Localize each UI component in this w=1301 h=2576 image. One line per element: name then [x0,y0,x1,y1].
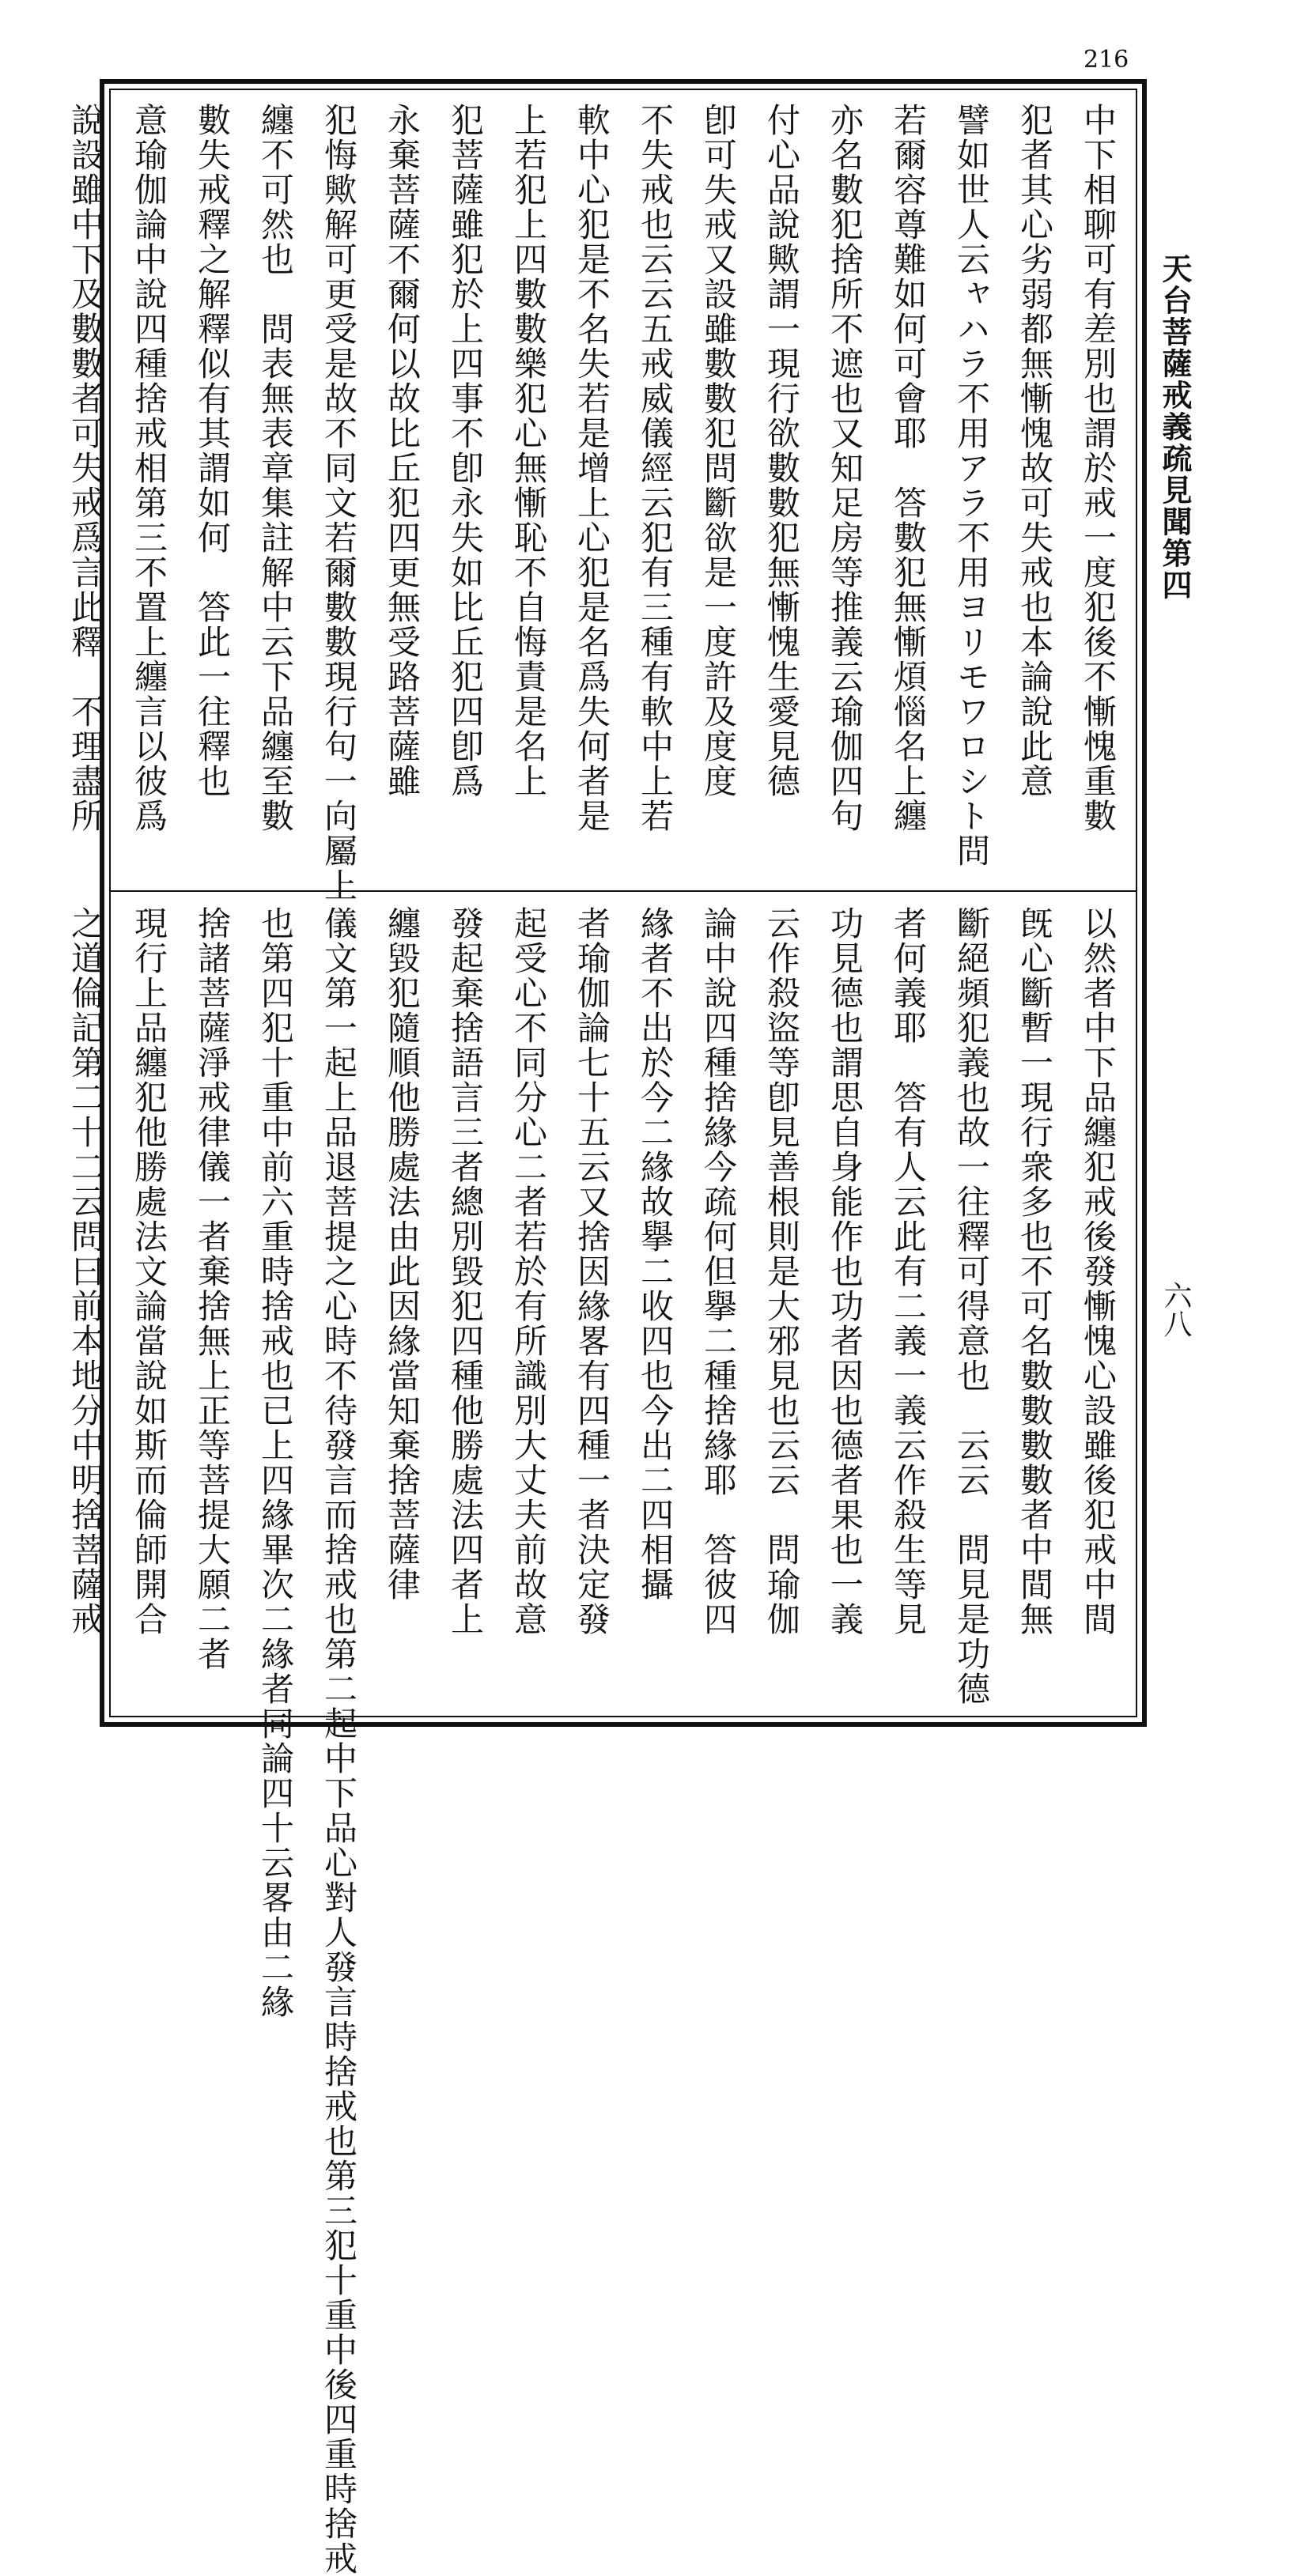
text-column: 者瑜伽論七十五云又捨因緣畧有四種一者決定發 [573,906,611,1637]
text-column: 起受心不同分心二者若於有所識別大丈夫前故意 [509,906,548,1637]
text-column: 犯悔歟解可更受是故不同文若爾數數現行句一向屬上 [320,103,358,903]
text-column: 譬如世人云ャハラ不用アラ不用ヨリモワロシト問 [952,103,991,868]
text-column: 也第四犯十重中前六重時捨戒也已上四緣畢次二緣者同論四十云畧由二緣 [256,906,295,2019]
page-number: 216 [1084,46,1129,74]
top-text-panel [66,103,1129,903]
bottom-text-panel [66,906,1129,2576]
text-column: 犯者其心劣弱都無慚愧故可失戒也本論說此意 [1015,103,1054,799]
text-column: 現行上品纏犯他勝處法文論當說如斯而倫師開合 [130,906,168,1637]
text-column: 纏不可然也 問表無表章集註解中云下品纏至數 [256,103,295,833]
text-column: 軟中心犯是不名失若是增上心犯是名爲失何者是 [573,103,611,833]
text-column: 卽可失戒又設雖數數犯問斷欲是一度許及度度 [699,103,738,799]
text-column: 緣者不出於今二緣故擧二收四也今出二四相攝 [636,906,675,1602]
text-column: 功見德也謂思自身能作也功者因也德者果也一義 [826,906,864,1637]
text-column: 永棄菩薩不爾何以故比丘犯四更無受路菩薩雖 [383,103,422,799]
middle-divider [109,890,1137,892]
text-column: 以然者中下品纏犯戒後發慚愧心設雖後犯戒中間 [1079,906,1118,1637]
text-column: 說設雖中下及數數者可失戒爲言此釋 不理盡所 [66,103,105,833]
text-column: 付心品說歟謂一現行欲數數犯無慚愧生愛見德 [762,103,801,799]
text-column: 論中說四種捨緣今疏何但擧二種捨緣耶 答彼四 [699,906,738,1637]
text-column: 犯菩薩雖犯於上四事不卽永失如比丘犯四卽爲 [446,103,485,799]
text-column: 之道倫記第二十二云問曰前本地分中明捨菩薩戒 [66,906,105,1637]
text-column: 云作殺盜等卽見善根則是大邪見也云云 問瑜伽 [762,906,801,1637]
text-column: 儀文第一起上品退菩提之心時不待發言而捨戒也第二起中下品心對人發言時捨戒也第三犯十重中後四重時捨戒 [320,906,358,2576]
text-column: 若爾容尊難如何可會耶 答數犯無慚煩惱名上纏 [889,103,928,833]
text-column: 旣心斷暫一現行衆多也不可名數數數數者中間無 [1015,906,1054,1637]
text-column: 發起棄捨語言三者總別毀犯四種他勝處法四者上 [446,906,485,1637]
text-column: 中下相聊可有差別也謂於戒一度犯後不慚愧重數 [1079,103,1118,833]
text-column: 數失戒釋之解釋似有其謂如何 答此一往釋也 [193,103,232,799]
text-column: 纏毀犯隨順他勝處法由此因緣當知棄捨菩薩律 [383,906,422,1602]
text-column: 斷絕頻犯義也故一往釋可得意也 云云 問見是功德 [952,906,991,1706]
text-column: 不失戒也云云五戒威儀經云犯有三種有軟中上若 [636,103,675,833]
text-column: 者何義耶 答有人云此有二義一義云作殺生等見 [889,906,928,1637]
text-column: 亦名數犯捨所不遮也又知足房等推義云瑜伽四句 [826,103,864,833]
folio-number: 六八 [1159,1281,1192,1338]
text-column: 上若犯上四數數樂犯心無慚恥不自悔責是名上 [509,103,548,799]
text-column: 捨諸菩薩淨戒律儀一者棄捨無上正等菩提大願二者 [193,906,232,1671]
text-column: 意瑜伽論中說四種捨戒相第三不置上纏言以彼爲 [130,103,168,833]
running-title: 天台菩薩戒義疏見聞第四 [1157,253,1193,601]
